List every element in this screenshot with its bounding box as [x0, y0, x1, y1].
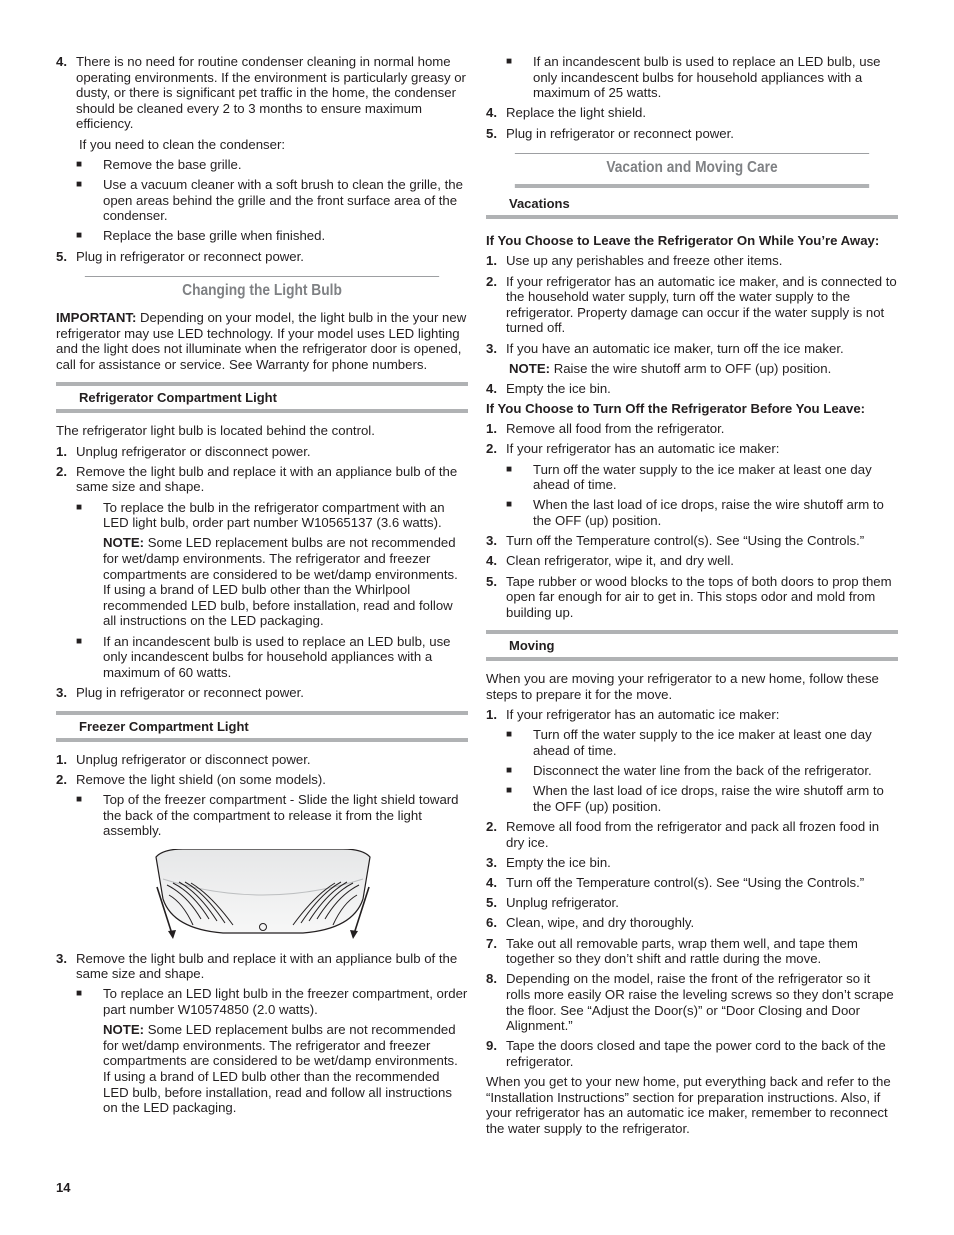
- bullet-square-icon: ■: [506, 56, 513, 67]
- item-number: 2.: [56, 463, 67, 479]
- bullet-item: [506, 783, 898, 814]
- item-text: Replace the light shield.: [506, 105, 647, 121]
- item-text: Remove the light bulb and replace it with an appliance bulb of the same size and shape.: [76, 950, 458, 982]
- bullet-text: Disconnect the water line from the back of the refrigerator.: [533, 763, 872, 779]
- bullet-square-icon: ■: [506, 729, 513, 741]
- item-number: 3.: [486, 533, 497, 549]
- item-text: Remove the light shield (on some models).: [76, 771, 326, 787]
- bullet-item: [76, 500, 468, 531]
- item-number: 2.: [486, 441, 497, 457]
- bullet-text: Top of the freezer compartment - Slide the light shield toward the back of the compartment to release it from the light assembly.: [103, 791, 459, 839]
- bullet-square-icon: ■: [76, 158, 83, 170]
- bullet-square-icon: ■: [506, 499, 513, 511]
- item-text: If your refrigerator has an automatic ice maker, and is connected to the household water supply, turn off the water supply to the refrigerator. Property damage can occur if the water supply is not turned off.: [506, 273, 897, 336]
- bullet-square-icon: ■: [76, 178, 83, 190]
- list-item: [486, 381, 898, 397]
- important-text: Depending on your model, the light bulb in the your new refrigerator may use LED technology. If your model uses LED lighting and the light does not illuminate when the refrigerator door is opened, call for assistance or service. See Warranty for phone numbers.: [56, 310, 467, 372]
- bullet-square-icon: ■: [506, 785, 513, 797]
- section-title-vacation-moving-care: Vacation and Moving Care: [515, 153, 869, 188]
- item-text: If you have an automatic ice maker, turn off the ice maker.: [506, 340, 844, 356]
- item-text: Remove all food from the refrigerator and pack all frozen food in dry ice.: [506, 819, 880, 850]
- bullet-item: [506, 54, 898, 101]
- bullet-square-icon: ■: [76, 501, 83, 513]
- item-text: Clean refrigerator, wipe it, and dry well.: [506, 553, 734, 569]
- note-text: Raise the wire shutoff arm to OFF (up) position.: [550, 360, 832, 376]
- list-item: [56, 444, 468, 460]
- paragraph: If you need to clean the condenser:: [79, 136, 286, 152]
- list-item: [56, 464, 468, 495]
- bullet-item: [76, 792, 468, 839]
- list-item: [56, 772, 468, 788]
- bullet-item: [76, 228, 468, 244]
- list-item: [486, 895, 898, 911]
- item-text: Unplug refrigerator or disconnect power.: [76, 751, 311, 767]
- bullet-text: Replace the base grille when finished.: [103, 228, 326, 244]
- item-number: 1.: [486, 421, 497, 437]
- item-text: Plug in refrigerator or reconnect power.: [76, 684, 304, 700]
- item-number: 5.: [56, 248, 67, 264]
- note-paragraph: [486, 361, 898, 377]
- item-number: 3.: [486, 854, 497, 870]
- list-item: [486, 274, 898, 336]
- item-text: Plug in refrigerator or reconnect power.: [76, 248, 304, 264]
- item-number: 8.: [486, 971, 497, 987]
- list-item: [486, 533, 898, 549]
- list-item: [56, 951, 468, 982]
- note-label: NOTE:: [103, 535, 145, 551]
- item-text: Tape the doors closed and tape the power cord to the back of the refrigerator.: [506, 1038, 886, 1069]
- item-number: 9.: [486, 1038, 497, 1054]
- list-item: [486, 341, 898, 357]
- item-number: 5.: [486, 895, 497, 911]
- item-number: 1.: [486, 707, 497, 723]
- page-number: 14: [56, 1180, 71, 1195]
- list-item: [56, 249, 468, 265]
- section-title-changing-light-bulb: Changing the Light Bulb: [85, 276, 439, 301]
- bullet-square-icon: ■: [76, 988, 83, 1000]
- bullet-text: If an incandescent bulb is used to replace an LED bulb, use only incandescent bulbs for household appliances with a maximum of 60 watts.: [103, 633, 451, 680]
- item-text: Unplug refrigerator.: [506, 895, 619, 911]
- item-number: 2.: [486, 819, 497, 835]
- light-shield-illustration: [153, 849, 373, 941]
- item-number: 4.: [486, 553, 497, 569]
- bullet-square-icon: ■: [76, 635, 83, 647]
- item-text: Plug in refrigerator or reconnect power.: [506, 125, 734, 141]
- subheader-moving: Moving: [486, 630, 898, 661]
- item-text: Depending on the model, raise the front of the refrigerator so it rolls more easily OR raise the leveling screws so they don’t scrape the floor. See “Adjust the Door(s)” or “Door Closing and Door Alignment.”: [506, 971, 894, 1034]
- bullet-square-icon: ■: [506, 463, 513, 475]
- list-item: [486, 819, 898, 850]
- item-text: Clean, wipe, and dry thoroughly.: [506, 915, 695, 931]
- bullet-item: [76, 157, 468, 173]
- item-text: Remove the light bulb and replace it with an appliance bulb of the same size and shape.: [76, 463, 458, 495]
- list-item: [56, 752, 468, 768]
- list-item: [486, 421, 898, 437]
- bullet-text: To replace an LED light bulb in the freezer compartment, order part number W10574850 (2.0 watts).: [103, 986, 468, 1018]
- subheader-refrigerator-compartment-light: Refrigerator Compartment Light: [56, 382, 468, 413]
- item-text: Turn off the Temperature control(s). See “Using the Controls.”: [506, 875, 865, 891]
- heading-turn-off: If You Choose to Turn Off the Refrigerator Before You Leave:: [486, 401, 866, 417]
- item-number: 4.: [486, 380, 497, 396]
- bullet-text: Remove the base grille.: [103, 156, 242, 172]
- list-item: [56, 54, 468, 132]
- list-item: [486, 1038, 898, 1069]
- list-item: [486, 574, 898, 621]
- item-number: 4.: [486, 875, 497, 891]
- note-paragraph: [103, 1022, 468, 1116]
- item-number: 5.: [486, 125, 497, 141]
- bullet-item: [506, 462, 898, 493]
- item-number: 6.: [486, 915, 497, 931]
- item-text: Tape rubber or wood blocks to the tops of both doors to prop them open far enough for air to get in. This stops odor and mold from building up.: [506, 573, 892, 620]
- bullet-square-icon: ■: [76, 230, 83, 242]
- list-item: [486, 875, 898, 891]
- list-item: [486, 855, 898, 871]
- bullet-item: [506, 763, 898, 779]
- item-text: Take out all removable parts, wrap them well, and tape them together so they don’t shift and rattle during the move.: [506, 935, 858, 967]
- item-number: 5.: [486, 573, 497, 589]
- list-item: [486, 105, 898, 121]
- item-text: Unplug refrigerator or disconnect power.: [76, 443, 311, 459]
- bullet-item: [506, 497, 898, 528]
- item-text: Turn off the Temperature control(s). See “Using the Controls.”: [506, 533, 865, 549]
- list-item: [486, 707, 898, 723]
- bullet-text: To replace the bulb in the refrigerator compartment with an LED light bulb, order part number W10565137 (3.6 watts).: [103, 499, 445, 531]
- note-text: Some LED replacement bulbs are not recommended for wet/damp environments. The refrigerator and freezer compartments are considered to be wet/damp environments. If using a brand of LED bulb other than the recommended LED bulb, before installation, read and follow all instructions on the LED packaging.: [103, 1022, 458, 1116]
- item-number: 2.: [486, 273, 497, 289]
- item-text: Empty the ice bin.: [506, 380, 611, 396]
- item-text: There is no need for routine condenser cleaning in normal home operating environments. If the environment is particularly greasy or dusty, or there is significant pet traffic in the home, the condenser should be cleaned every 2 to 3 months to ensure maximum efficiency.: [76, 54, 466, 132]
- list-item: [486, 915, 898, 931]
- bullet-item: [76, 177, 468, 224]
- item-number: 7.: [486, 935, 497, 951]
- paragraph: When you are moving your refrigerator to a new home, follow these steps to prepare it for the move.: [486, 671, 879, 702]
- bullet-text: When the last load of ice drops, raise the wire shutoff arm to the OFF (up) position.: [533, 783, 884, 814]
- subheader-vacations: Vacations: [486, 192, 898, 219]
- list-item: [56, 685, 468, 701]
- light-shield-svg: [153, 849, 373, 941]
- important-paragraph: [56, 310, 468, 372]
- item-number: 1.: [56, 751, 67, 767]
- item-text: Use up any perishables and freeze other items.: [506, 253, 783, 269]
- item-text: Empty the ice bin.: [506, 854, 611, 870]
- bullet-text: If an incandescent bulb is used to replace an LED bulb, use only incandescent bulbs for household appliances with a maximum of 25 watts.: [533, 54, 881, 101]
- list-item: [486, 253, 898, 269]
- note-text: Some LED replacement bulbs are not recommended for wet/damp environments. The refrigerator and freezer compartments are considered to be wet/damp environments. If using a brand of LED bulb other than the Whirlpool recommended LED bulb, before installation, read and follow all instructions on the LED packaging.: [103, 535, 458, 629]
- paragraph: The refrigerator light bulb is located behind the control.: [56, 423, 375, 439]
- item-number: 3.: [486, 340, 497, 356]
- item-number: 2.: [56, 771, 67, 787]
- bullet-text: When the last load of ice drops, raise the wire shutoff arm to the OFF (up) position.: [533, 497, 884, 528]
- item-number: 1.: [56, 443, 67, 459]
- item-number: 3.: [56, 684, 67, 700]
- subheader-freezer-compartment-light: Freezer Compartment Light: [56, 711, 468, 742]
- important-label: IMPORTANT:: [56, 310, 137, 326]
- list-item: [486, 126, 898, 142]
- bullet-item: [506, 727, 898, 758]
- item-text: If your refrigerator has an automatic ice maker:: [506, 441, 780, 457]
- item-number: 3.: [56, 950, 67, 966]
- item-number: 4.: [56, 54, 67, 69]
- list-item: [486, 553, 898, 569]
- right-column: [486, 54, 898, 1141]
- bullet-text: Use a vacuum cleaner with a soft brush to clean the grille, the open areas behind the grille and the front surface area of the condenser.: [103, 176, 463, 224]
- heading-leave-on: If You Choose to Leave the Refrigerator On While You’re Away:: [486, 233, 880, 249]
- bullet-item: [76, 986, 468, 1017]
- list-item: [486, 971, 898, 1033]
- list-item: [486, 936, 898, 967]
- bullet-item: [76, 634, 468, 681]
- bullet-square-icon: ■: [76, 793, 83, 805]
- bullet-text: Turn off the water supply to the ice maker at least one day ahead of time.: [533, 727, 872, 758]
- left-column: [56, 54, 468, 1120]
- bullet-text: Turn off the water supply to the ice maker at least one day ahead of time.: [533, 461, 872, 493]
- list-item: [486, 441, 898, 457]
- item-number: 1.: [486, 253, 497, 269]
- item-number: 4.: [486, 105, 497, 121]
- note-label: NOTE:: [509, 360, 551, 376]
- bullet-square-icon: ■: [506, 765, 513, 777]
- note-label: NOTE:: [103, 1022, 145, 1038]
- note-paragraph: [103, 535, 468, 629]
- paragraph: When you get to your new home, put everything back and refer to the “Installation Instructions” section for preparation instructions. Also, if your refrigerator has an automatic ice maker, remember to reconnect the water supply to the refrigerator.: [486, 1074, 891, 1136]
- item-text: If your refrigerator has an automatic ice maker:: [506, 707, 780, 723]
- item-text: Remove all food from the refrigerator.: [506, 421, 725, 437]
